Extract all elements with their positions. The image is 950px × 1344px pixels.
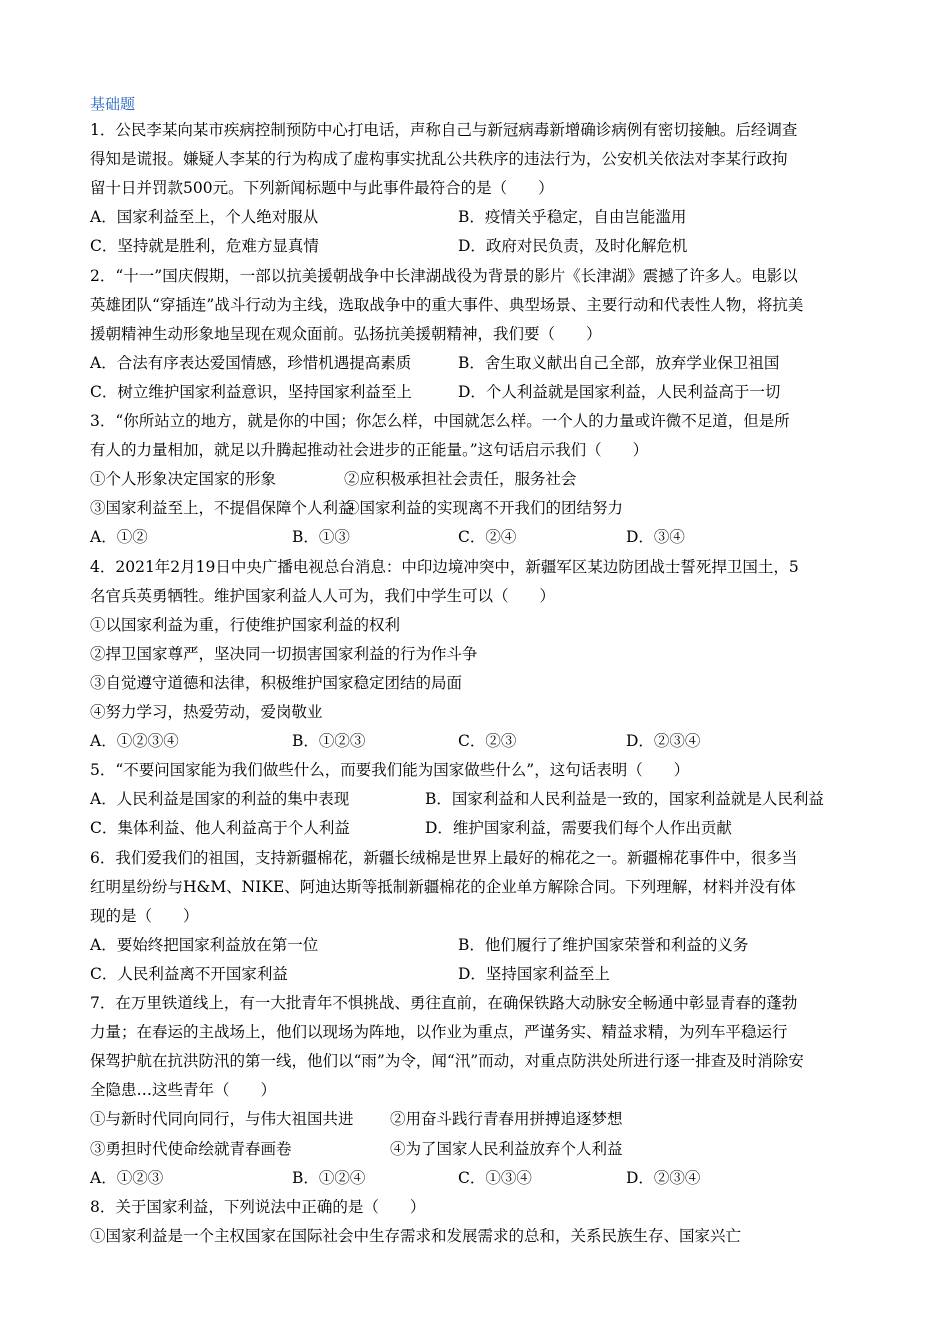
question-6-stem-line: 红明星纷纷与H&M、NIKE、阿迪达斯等抵制新疆棉花的企业单方解除合同。下列理解，材料并没有体 [90,877,796,896]
question-7-statement: ①与新时代同向同行，与伟大祖国共进 [90,1110,354,1129]
question-6-option: D．坚持国家利益至上 [458,964,610,983]
question-7-stem-line: 7．在万里铁道线上，有一大批青年不惧挑战、勇往直前，在确保铁路大动脉安全畅通中彰显青春的蓬勃 [90,994,798,1012]
question-2-option: C．树立维护国家利益意识，坚持国家利益至上 [90,382,412,401]
question-6-option: A．要始终把国家利益放在第一位 [90,935,319,954]
question-4-stem-line: 4．2021年2月19日中央广播电视总台消息：中印边境冲突中，新疆军区某边防团战士誓死捍卫国土，5 [90,557,799,576]
question-5-option: B．国家利益和人民利益是一致的，国家利益就是人民利益 [425,790,824,809]
question-6-option: B．他们履行了维护国家荣誉和利益的义务 [458,935,749,954]
question-3-statement: ①个人形象决定国家的形象 [90,470,277,489]
question-7-stem-line: 全隐患…这些青年（ ） [90,1081,277,1100]
question-4-statement: ④努力学习，热爱劳动，爱岗敬业 [90,703,323,721]
question-1-option: D．政府对民负责，及时化解危机 [458,237,688,256]
question-7-stem-line: 力量；在春运的主战场上，他们以现场为阵地，以作业为重点，严谨务实、精益求精，为列车平稳运行 [90,1023,788,1042]
question-7-stem-line: 保驾护航在抗洪防汛的第一线，他们以“雨”为令，闻“汛”而动，对重点防洪处所进行逐一排查及时消除安 [90,1052,804,1071]
question-1-stem-line: 得知是谎报。嫌疑人李某的行为构成了虚构事实扰乱公共秩序的违法行为，公安机关依法对李某行政拘 [90,150,788,169]
question-5-option: D．维护国家利益，需要我们每个人作出贡献 [425,819,732,838]
question-4-statement: ②捍卫国家尊严，坚决同一切损害国家利益的行为作斗争 [90,644,478,663]
question-7-option: D．②③④ [626,1168,701,1187]
question-5-stem-line: 5．“不要问国家能为我们做些什么，而要我们能为国家做些什么”，这句话表明（ ） [90,761,690,780]
question-6-stem-line: 现的是（ ） [90,906,199,925]
question-7-statement: ③勇担时代使命绘就青春画卷 [90,1139,292,1158]
question-3-statement: ③国家利益至上，不提倡保障个人利益 [90,499,354,518]
question-3-option: B．①③ [292,528,350,547]
question-1-stem-line: 留十日并罚款500元。下列新闻标题中与此事件最符合的是（ ） [90,179,554,198]
question-5-option: A．人民利益是国家的利益的集中表现 [90,790,350,809]
question-1-option: B．疫情关乎稳定，自由岂能滥用 [458,208,687,227]
question-3-stem-line: 3．“你所站立的地方，就是你的中国；你怎么样，中国就怎么样。一个人的力量或许微不足道，但是所 [90,412,790,430]
question-3-option: A．①② [90,528,148,547]
question-4-option: D．②③④ [626,732,701,751]
question-1-stem-line: 1．公民李某向某市疾病控制预防中心打电话，声称自己与新冠病毒新增确诊病例有密切接触。后经调查 [90,121,798,139]
question-2-option: A．合法有序表达爱国情感，珍惜机遇提高素质 [90,353,412,372]
question-1-option: A．国家利益至上，个人绝对服从 [90,208,319,227]
question-2-option: D．个人利益就是国家利益，人民利益高于一切 [458,382,781,401]
question-2-option: B．舍生取义献出自己全部，放弃学业保卫祖国 [458,353,780,372]
question-7-option: A．①②③ [90,1168,164,1187]
question-7-statement: ②用奋斗践行青春用拼搏追逐梦想 [390,1110,623,1129]
question-7-option: C．①③④ [458,1168,532,1187]
question-5-option: C．集体利益、他人利益高于个人利益 [90,819,350,838]
question-3-option: D．③④ [626,528,685,547]
question-4-option: C．②③ [458,732,517,751]
question-3-statement: ②应积极承担社会责任，服务社会 [344,470,577,489]
question-8-stem-line: 8．关于国家利益，下列说法中正确的是（ ） [90,1197,426,1216]
question-8-statement: ①国家利益是一个主权国家在国际社会中生存需求和发展需求的总和，关系民族生存、国家兴亡 [90,1226,742,1245]
question-2-stem-line: 援朝精神生动形象地呈现在观众面前。弘扬抗美援朝精神，我们要（ ） [90,324,602,343]
question-2-stem-line: 英雄团队“穿插连”战斗行动为主线，选取战争中的重大事件、典型场景、主要行动和代表性人物，将抗美 [90,295,804,314]
question-4-statement: ①以国家利益为重，行使维护国家利益的权利 [90,615,401,634]
question-3-option: C．②④ [458,528,517,547]
question-7-option: B．①②④ [292,1168,366,1187]
question-3-statement: ④国家利益的实现离不开我们的团结努力 [344,499,624,518]
question-6-stem-line: 6．我们爱我们的祖国，支持新疆棉花，新疆长绒棉是世界上最好的棉花之一。新疆棉花事件中，很多当 [90,848,798,867]
question-4-stem-line: 名官兵英勇牺牲。维护国家利益人人可为，我们中学生可以（ ） [90,586,556,605]
question-7-statement: ④为了国家人民利益放弃个人利益 [390,1139,623,1158]
question-3-stem-line: 有人的力量相加，就足以升腾起推动社会进步的正能量。”这句话启示我们（ ） [90,441,649,460]
question-1-option: C．坚持就是胜利，危难方显真情 [90,237,319,256]
question-4-statement: ③自觉遵守道德和法律，积极维护国家稳定团结的局面 [90,673,463,692]
section-title: 基础题 [90,95,136,113]
question-4-option: A．①②③④ [90,732,179,751]
question-4-option: B．①②③ [292,732,366,751]
question-2-stem-line: 2．“十一”国庆假期，一部以抗美援朝战争中长津湖战役为背景的影片《长津湖》震撼了许多人。电影以 [90,266,798,285]
question-6-option: C．人民利益离不开国家利益 [90,964,288,983]
